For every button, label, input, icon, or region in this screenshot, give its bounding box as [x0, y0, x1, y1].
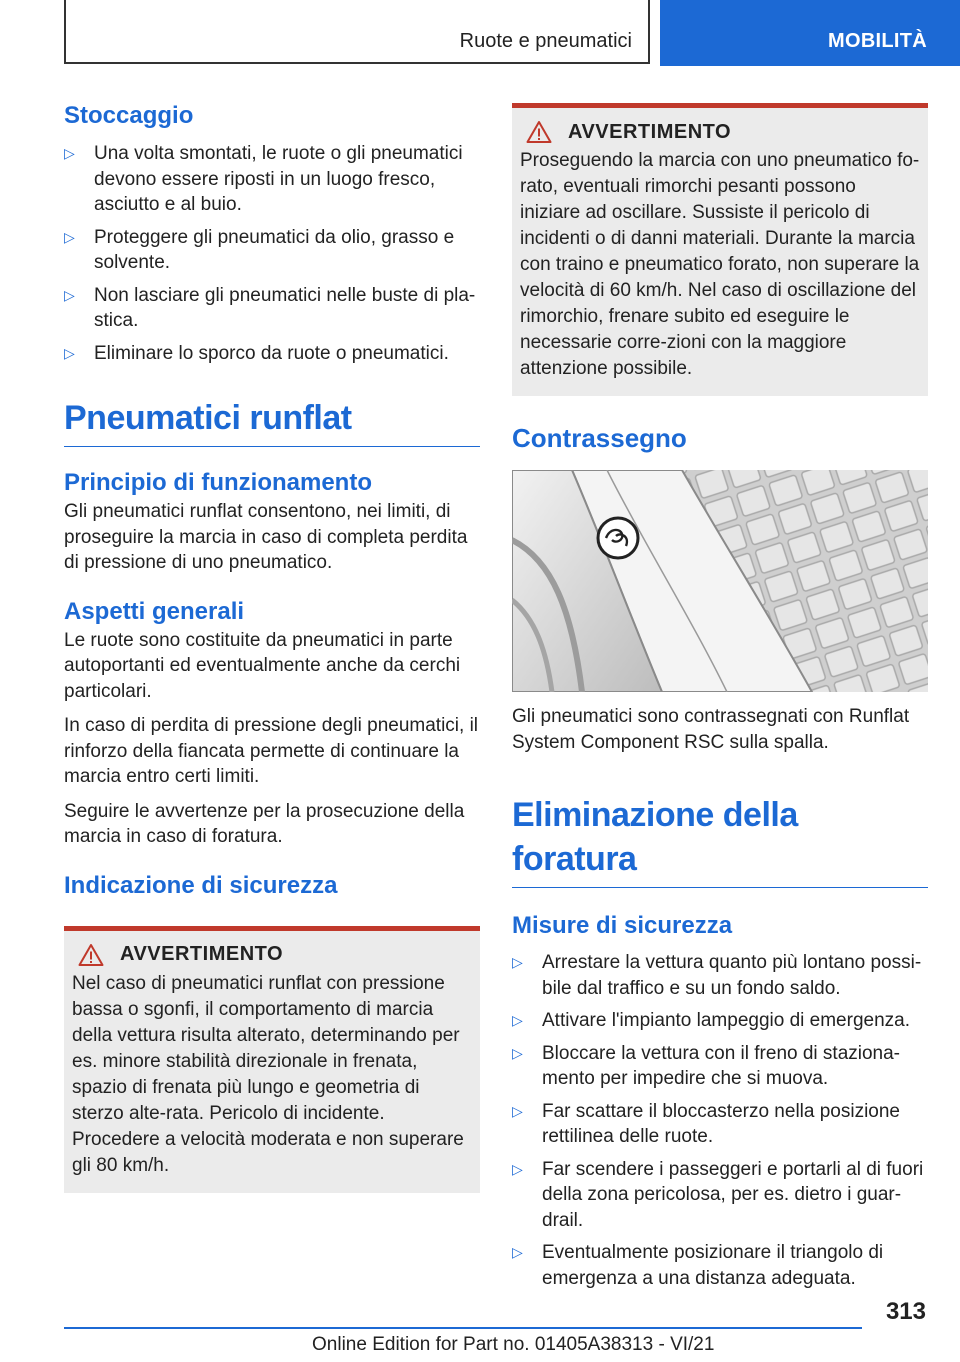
triangle-bullet-icon: ▷ — [64, 145, 75, 161]
warning-triangle-icon — [78, 943, 104, 967]
warning-header — [520, 120, 920, 144]
contrassegno-heading: Contrassegno — [512, 423, 687, 453]
triangle-bullet-icon: ▷ — [512, 1044, 523, 1061]
list-item: ▷ Arrestare la vettura quanto più lontano possi-bile dal traffico e su un fondo saldo. — [512, 952, 922, 999]
list-item: ▷ Bloccare la vettura con il freno di staziona-mento per impedire che si muova. — [512, 1042, 901, 1089]
stoccaggio-list — [64, 141, 480, 366]
left-column — [64, 100, 480, 1193]
list-item: ▷ Proteggere gli pneumatici da olio, grasso e solvente. — [64, 226, 455, 273]
aspetti-paragraph-1: Le ruote sono costituite da pneumatici in parte autoportanti ed eventualmente anche da cerchi particolari. — [64, 629, 461, 702]
tire-rsc-marking-image — [512, 470, 928, 692]
list-item: ▷ Far scattare il bloccasterzo nella posizione rettilinea delle ruote. — [512, 1100, 901, 1147]
principio-heading: Principio di funzionamento — [64, 469, 372, 496]
aspetti-paragraph-2: In caso di perdita di pressione degli pneumatici, il rinforzo della fiancata permette di continuare la marcia entro certi limiti. — [64, 715, 479, 787]
stoccaggio-heading: Stoccaggio — [64, 102, 194, 129]
triangle-bullet-icon: ▷ — [512, 1102, 523, 1119]
warning-triangle-icon — [526, 120, 552, 144]
aspetti-heading: Aspetti generali — [64, 597, 245, 625]
triangle-bullet-icon: ▷ — [64, 286, 75, 303]
list-item: ▷ Non lasciare gli pneumatici nelle buste di pla-stica. — [64, 284, 476, 331]
warning-text: Proseguendo la marcia con uno pneumatico fo-rato, eventuali rimorchi pesanti possono iniziare ad oscillare. Sussiste il pericolo di incidenti o di danni materiali. Durante la marcia con traino e pneumatico forato, non superare la velocità di 60 km/h. Nel caso di oscillazione del rimorchio, frenare subito ed eseguire le necessarie corre-zioni con la maggiore attenzione possibile. — [520, 150, 920, 379]
runflat-heading: Pneumatici runflat — [64, 396, 480, 447]
warning-box — [512, 103, 928, 396]
triangle-bullet-icon: ▷ — [512, 954, 523, 970]
sicurezza-heading: Indicazione di sicurezza — [64, 871, 338, 899]
footer-divider — [64, 1327, 862, 1329]
header-chapter-label: MOBILITÀ — [828, 30, 928, 52]
warning-header — [72, 943, 472, 967]
warning-box — [64, 926, 480, 1193]
edition-text: Online Edition for Part no. 01405A38313 - VI/21 — [312, 1334, 715, 1355]
misure-list — [512, 950, 928, 1291]
header-section-title: Ruote e pneumatici — [459, 30, 632, 52]
triangle-bullet-icon: ▷ — [64, 344, 75, 361]
misure-heading: Misure di sicurezza — [512, 912, 733, 939]
triangle-bullet-icon: ▷ — [64, 228, 75, 245]
triangle-bullet-icon: ▷ — [512, 1160, 523, 1177]
triangle-bullet-icon: ▷ — [512, 1244, 523, 1260]
list-item: ▷ Attivare l'impianto lampeggio di emergenza. — [512, 1008, 928, 1034]
tire-illustration — [512, 470, 928, 692]
header-section-box — [64, 0, 650, 64]
warning-label: AVVERTIMENTO — [120, 943, 284, 965]
principio-text: Gli pneumatici runflat consentono, nei limiti, di proseguire la marcia in caso di completa perdita di pressione di uno pneumatico. — [64, 501, 468, 573]
list-item: ▷ Una volta smontati, le ruote o gli pneumatici devono essere riposti in un luogo fresco, asciutto e al buio. — [64, 143, 463, 215]
list-item: ▷ Eventualmente posizionare il triangolo di emergenza a una distanza adeguata. — [512, 1242, 884, 1289]
foratura-heading: Eliminazione della foratura — [512, 793, 928, 888]
page-header — [0, 0, 960, 66]
image-caption: Gli pneumatici sono contrassegnati con Runflat System Component RSC sulla spalla. — [512, 706, 910, 753]
page-number: 313 — [885, 1298, 926, 1325]
triangle-bullet-icon: ▷ — [512, 1012, 523, 1028]
right-column — [512, 103, 928, 1291]
aspetti-paragraph-3: Seguire le avvertenze per la prosecuzione della marcia in caso di foratura. — [64, 800, 465, 847]
list-item: ▷ Far scendere i passeggeri e portarli al di fuori della zona pericolosa, per es. dietro i guar-drail. — [512, 1158, 924, 1231]
list-item: ▷ Eliminare lo sporco da ruote o pneumatici. — [64, 341, 480, 367]
warning-label: AVVERTIMENTO — [568, 120, 732, 143]
warning-text: Nel caso di pneumatici runflat con pressione bassa o sgonfi, il comportamento di marcia della vettura risulta alterato, determinando per es. minore stabilità direzionale in frenata, spazio di frenata più lungo e geometria di sterzo alte-rata. Pericolo di incidente. Procedere a velocità moderata e non superare gli 80 km/h. — [72, 972, 464, 1176]
